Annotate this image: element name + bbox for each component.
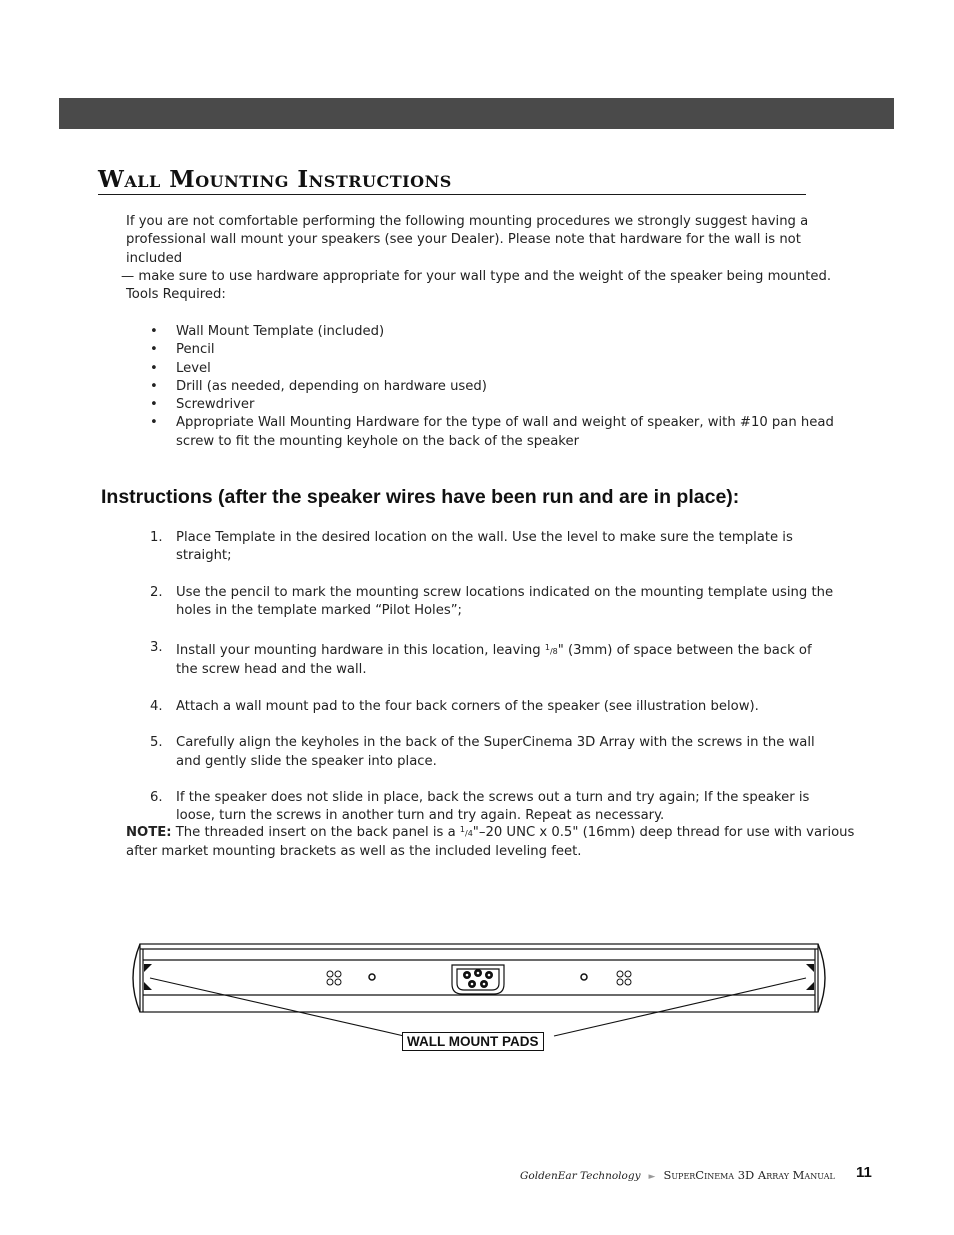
- header-bar: [59, 98, 894, 129]
- steps-list: [150, 529, 840, 844]
- bullet: •: [150, 415, 158, 431]
- step-number: 1.: [150, 530, 163, 545]
- list-item: [150, 414, 840, 451]
- step-item: [150, 584, 840, 621]
- step-text: the screw head and the wall.: [176, 662, 367, 678]
- intro-line: — make sure to use hardware appropriate for your wall type and the weight of the speaker being mounted.: [121, 268, 832, 284]
- tool-text: Drill (as needed, depending on hardware used): [176, 378, 487, 394]
- bullet: •: [150, 342, 158, 358]
- speaker-left-cap: [133, 944, 140, 1012]
- step-number: 2.: [150, 584, 163, 600]
- tools-list: [150, 323, 840, 451]
- speaker-body: [140, 944, 818, 1012]
- footer: [520, 1168, 835, 1182]
- separator-arrow-icon: ►: [648, 1172, 656, 1182]
- bullet: •: [150, 397, 158, 413]
- tool-text: Level: [176, 360, 211, 376]
- leader-line-left: [150, 978, 404, 1036]
- step-number: 6.: [150, 790, 163, 806]
- list-item: [150, 323, 840, 341]
- section-title: Wall Mounting Instructions: [98, 166, 806, 195]
- step-text: Carefully align the keyholes in the back of the SuperCinema 3D Array with the screws in the wall and gently slide the speaker into place.: [176, 735, 815, 769]
- step-item: [150, 698, 840, 716]
- tool-text: Pencil: [176, 342, 215, 358]
- wall-mount-pads-label: WALL MOUNT PADS: [402, 1032, 544, 1051]
- step-text: Use the pencil to mark the mounting screw locations indicated on the mounting template using the holes in the template marked “Pilot Holes”;: [176, 584, 834, 619]
- footer-brand: GoldenEar Technology: [520, 1170, 641, 1182]
- step-number: 5.: [150, 735, 163, 751]
- speaker-right-cap: [818, 944, 825, 1012]
- step-number: 4.: [150, 698, 163, 714]
- keyhole-right-icon: [617, 971, 631, 985]
- footer-manual-title: SuperCinema 3D Array Manual: [663, 1168, 835, 1182]
- step-text: Attach a wall mount pad to the four back corners of the speaker (see illustration below).: [176, 698, 759, 714]
- step-item: [150, 734, 840, 771]
- note-paragraph: NOTE: The threaded insert on the back panel is a 1/4"–20 UNC x 0.5" (16mm) deep thread for use with various after market mounting brackets as well as the included leveling feet.: [126, 825, 855, 860]
- instructions-heading: Instructions (after the speaker wires have been run and are in place):: [101, 486, 740, 508]
- wall-mount-pad-bottom-right: [806, 982, 814, 990]
- fraction: 1/8: [544, 642, 558, 656]
- bullet: •: [150, 378, 158, 394]
- page-number: 11: [856, 1164, 872, 1181]
- threaded-insert-left: [369, 974, 375, 980]
- step-text: Place Template in the desired location on the wall. Use the level to make sure the template is straight;: [176, 530, 793, 564]
- list-item: [150, 396, 840, 414]
- step-text: If the speaker does not slide in place, back the screws out a turn and try again; If the speaker is loose, turn the screws in another turn and try again. Repeat as necessary.: [176, 790, 810, 824]
- step-text: " (3mm) of space between the back of: [557, 642, 812, 658]
- list-item: [150, 341, 840, 359]
- wall-mount-pad-bottom-left: [144, 982, 152, 990]
- step-item: [150, 639, 840, 680]
- keyhole-left-icon: [327, 971, 341, 985]
- tool-text: Wall Mount Template (included): [176, 324, 385, 339]
- note-label: NOTE:: [126, 825, 172, 840]
- leader-line-right: [554, 978, 806, 1036]
- step-text: Install your mounting hardware in this location, leaving: [176, 642, 545, 658]
- tool-text: Screwdriver: [176, 397, 255, 413]
- tool-text: Appropriate Wall Mounting Hardware for the type of wall and weight of speaker, with #10 pan head screw to fit the mounting keyhole on the back of the speaker: [176, 415, 834, 449]
- list-item: [150, 360, 840, 378]
- step-number: 3.: [150, 639, 163, 655]
- step-item: [150, 529, 840, 566]
- wall-mount-pad-top-right: [806, 964, 814, 972]
- bullet: •: [150, 324, 158, 339]
- intro-line: If you are not comfortable performing the following mounting procedures we strongly suggest having a: [126, 214, 809, 229]
- tools-label: Tools Required:: [126, 287, 226, 302]
- threaded-insert-right: [581, 974, 587, 980]
- intro-paragraph: [121, 213, 846, 286]
- bullet: •: [150, 360, 158, 376]
- intro-line: professional wall mount your speakers (see your Dealer). Please note that hardware for the wall is not included: [126, 232, 801, 266]
- wall-mount-pad-top-left: [144, 964, 152, 972]
- fraction: 1/4: [459, 825, 473, 838]
- list-item: [150, 378, 840, 396]
